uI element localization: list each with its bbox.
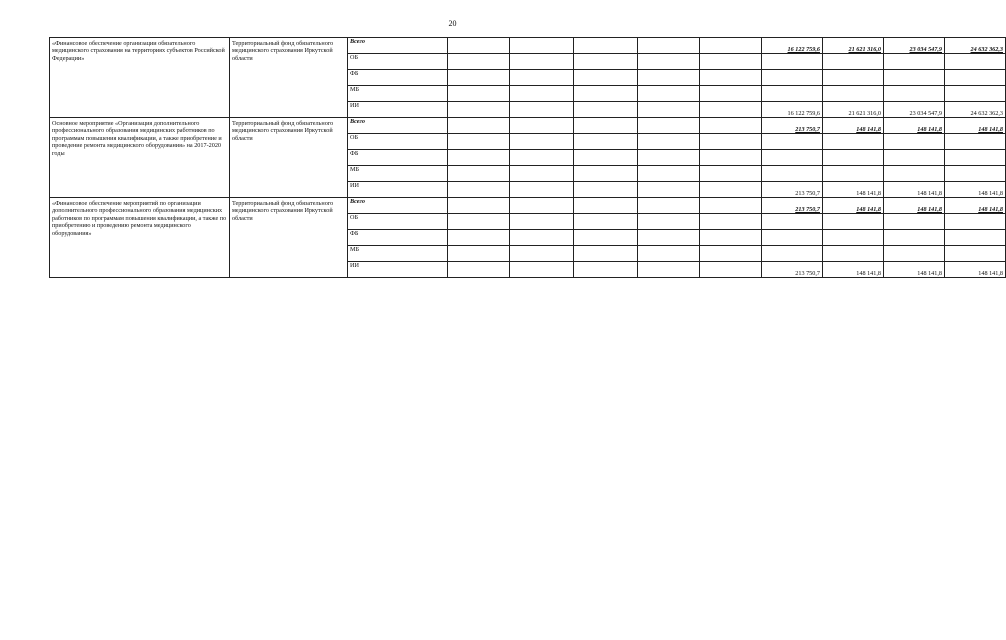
value-cell: 16 122 759,6 bbox=[762, 38, 823, 54]
value-cell: 21 621 316,0 bbox=[823, 38, 884, 54]
value-cell bbox=[762, 134, 823, 150]
empty-cell bbox=[448, 150, 510, 166]
value-cell bbox=[945, 70, 1006, 86]
empty-cell bbox=[638, 86, 700, 102]
empty-cell bbox=[638, 38, 700, 54]
value-cell: 23 034 547,9 bbox=[884, 102, 945, 118]
empty-cell bbox=[448, 214, 510, 230]
value-cell bbox=[884, 246, 945, 262]
empty-cell bbox=[510, 246, 574, 262]
value-cell: 148 141,8 bbox=[823, 182, 884, 198]
empty-cell bbox=[574, 86, 638, 102]
empty-cell bbox=[700, 246, 762, 262]
value-cell: 148 141,8 bbox=[945, 198, 1006, 214]
value-cell bbox=[884, 150, 945, 166]
value-cell: 148 141,8 bbox=[884, 262, 945, 278]
empty-cell bbox=[510, 214, 574, 230]
empty-cell bbox=[448, 166, 510, 182]
empty-cell bbox=[510, 118, 574, 134]
empty-cell bbox=[574, 118, 638, 134]
table-body bbox=[50, 38, 1006, 278]
value-cell: 24 632 362,3 bbox=[945, 102, 1006, 118]
value-cell bbox=[884, 230, 945, 246]
value-cell: 21 621 316,0 bbox=[823, 102, 884, 118]
value-cell bbox=[762, 70, 823, 86]
empty-cell bbox=[638, 182, 700, 198]
value-cell: 213 750,7 bbox=[762, 262, 823, 278]
value-cell bbox=[945, 150, 1006, 166]
empty-cell bbox=[574, 38, 638, 54]
value-cell: 148 141,8 bbox=[884, 118, 945, 134]
empty-cell bbox=[638, 198, 700, 214]
empty-cell bbox=[700, 262, 762, 278]
empty-cell bbox=[700, 70, 762, 86]
value-cell: 148 141,8 bbox=[823, 118, 884, 134]
empty-cell bbox=[510, 150, 574, 166]
funding-source-cell: ОБ bbox=[348, 214, 448, 230]
value-cell bbox=[884, 134, 945, 150]
funding-source-cell: ФБ bbox=[348, 230, 448, 246]
empty-cell bbox=[638, 54, 700, 70]
funding-source-cell: ФБ bbox=[348, 150, 448, 166]
value-cell bbox=[823, 150, 884, 166]
empty-cell bbox=[574, 182, 638, 198]
value-cell bbox=[762, 246, 823, 262]
empty-cell bbox=[574, 230, 638, 246]
empty-cell bbox=[448, 262, 510, 278]
empty-cell bbox=[448, 38, 510, 54]
value-cell bbox=[884, 166, 945, 182]
value-cell bbox=[762, 150, 823, 166]
empty-cell bbox=[448, 70, 510, 86]
table-row bbox=[50, 118, 1006, 134]
empty-cell bbox=[448, 198, 510, 214]
value-cell: 148 141,8 bbox=[884, 182, 945, 198]
executor-cell: Территориальный фонд обязательного медицинского страхования Иркутской области bbox=[230, 118, 348, 198]
value-cell bbox=[823, 54, 884, 70]
empty-cell bbox=[638, 214, 700, 230]
value-cell: 148 141,8 bbox=[823, 262, 884, 278]
measure-name-cell: «Финансовое обеспечение организации обязательного медицинского страхования на территориях субъектов Российской Федерации» bbox=[50, 38, 230, 118]
empty-cell bbox=[638, 230, 700, 246]
funding-source-cell: ОБ bbox=[348, 134, 448, 150]
empty-cell bbox=[700, 86, 762, 102]
empty-cell bbox=[510, 262, 574, 278]
measure-name-cell: Основное мероприятие «Организация дополнительного профессионального образования медицинских работников по программам повышения квалификации, а также приобретение и проведение ремонта медицинского оборудования» на 2017-2020 годы bbox=[50, 118, 230, 198]
empty-cell bbox=[448, 246, 510, 262]
value-cell bbox=[945, 230, 1006, 246]
value-cell: 213 750,7 bbox=[762, 118, 823, 134]
empty-cell bbox=[574, 102, 638, 118]
empty-cell bbox=[700, 166, 762, 182]
value-cell bbox=[762, 86, 823, 102]
value-cell: 148 141,8 bbox=[945, 262, 1006, 278]
value-cell bbox=[762, 230, 823, 246]
funding-source-cell: ИИ bbox=[348, 262, 448, 278]
empty-cell bbox=[448, 230, 510, 246]
value-cell bbox=[945, 246, 1006, 262]
empty-cell bbox=[700, 38, 762, 54]
empty-cell bbox=[574, 262, 638, 278]
empty-cell bbox=[574, 54, 638, 70]
empty-cell bbox=[510, 102, 574, 118]
value-cell: 24 632 362,3 bbox=[945, 38, 1006, 54]
funding-source-cell: МБ bbox=[348, 246, 448, 262]
page-number: 20 bbox=[448, 19, 457, 28]
value-cell bbox=[945, 86, 1006, 102]
empty-cell bbox=[510, 134, 574, 150]
empty-cell bbox=[638, 70, 700, 86]
empty-cell bbox=[700, 54, 762, 70]
empty-cell bbox=[574, 166, 638, 182]
value-cell bbox=[945, 214, 1006, 230]
empty-cell bbox=[638, 246, 700, 262]
value-cell: 148 141,8 bbox=[945, 118, 1006, 134]
value-cell bbox=[762, 54, 823, 70]
funding-source-cell: Всего bbox=[348, 38, 448, 54]
funding-source-cell: Всего bbox=[348, 198, 448, 214]
value-cell bbox=[884, 54, 945, 70]
value-cell: 148 141,8 bbox=[945, 182, 1006, 198]
empty-cell bbox=[700, 102, 762, 118]
empty-cell bbox=[510, 198, 574, 214]
empty-cell bbox=[574, 70, 638, 86]
empty-cell bbox=[700, 134, 762, 150]
empty-cell bbox=[448, 182, 510, 198]
budget-table bbox=[49, 37, 1006, 278]
table-row bbox=[50, 198, 1006, 214]
value-cell: 213 750,7 bbox=[762, 182, 823, 198]
value-cell bbox=[945, 166, 1006, 182]
empty-cell bbox=[574, 134, 638, 150]
empty-cell bbox=[510, 166, 574, 182]
empty-cell bbox=[638, 102, 700, 118]
funding-source-cell: ФБ bbox=[348, 70, 448, 86]
value-cell bbox=[823, 214, 884, 230]
empty-cell bbox=[638, 166, 700, 182]
value-cell bbox=[823, 246, 884, 262]
empty-cell bbox=[638, 262, 700, 278]
funding-source-cell: МБ bbox=[348, 166, 448, 182]
empty-cell bbox=[510, 70, 574, 86]
empty-cell bbox=[510, 38, 574, 54]
empty-cell bbox=[700, 198, 762, 214]
empty-cell bbox=[448, 54, 510, 70]
empty-cell bbox=[574, 246, 638, 262]
value-cell: 148 141,8 bbox=[823, 198, 884, 214]
funding-source-cell: ОБ bbox=[348, 54, 448, 70]
funding-source-cell: ИИ bbox=[348, 182, 448, 198]
value-cell bbox=[823, 70, 884, 86]
empty-cell bbox=[700, 230, 762, 246]
empty-cell bbox=[448, 86, 510, 102]
empty-cell bbox=[448, 118, 510, 134]
empty-cell bbox=[700, 214, 762, 230]
empty-cell bbox=[448, 102, 510, 118]
empty-cell bbox=[638, 134, 700, 150]
value-cell: 23 034 547,9 bbox=[884, 38, 945, 54]
value-cell: 213 750,7 bbox=[762, 198, 823, 214]
value-cell bbox=[884, 70, 945, 86]
value-cell bbox=[762, 214, 823, 230]
empty-cell bbox=[638, 150, 700, 166]
empty-cell bbox=[574, 198, 638, 214]
executor-cell: Территориальный фонд обязательного медицинского страхования Иркутской области bbox=[230, 38, 348, 118]
value-cell bbox=[884, 214, 945, 230]
empty-cell bbox=[510, 86, 574, 102]
funding-source-cell: ИИ bbox=[348, 102, 448, 118]
executor-cell: Территориальный фонд обязательного медицинского страхования Иркутской области bbox=[230, 198, 348, 278]
funding-source-cell: МБ bbox=[348, 86, 448, 102]
empty-cell bbox=[510, 54, 574, 70]
funding-source-cell: Всего bbox=[348, 118, 448, 134]
empty-cell bbox=[510, 182, 574, 198]
empty-cell bbox=[574, 214, 638, 230]
empty-cell bbox=[574, 150, 638, 166]
empty-cell bbox=[448, 134, 510, 150]
value-cell bbox=[823, 230, 884, 246]
value-cell bbox=[823, 86, 884, 102]
empty-cell bbox=[700, 150, 762, 166]
value-cell bbox=[945, 134, 1006, 150]
empty-cell bbox=[510, 230, 574, 246]
empty-cell bbox=[638, 118, 700, 134]
value-cell: 16 122 759,6 bbox=[762, 102, 823, 118]
value-cell bbox=[762, 166, 823, 182]
measure-name-cell: «Финансовое обеспечение мероприятий по организации дополнительного профессионального образования медицинских работников по программам повышения квалификации, а также по приобретению и проведению ремонта медицинского оборудования» bbox=[50, 198, 230, 278]
table-row bbox=[50, 38, 1006, 54]
value-cell: 148 141,8 bbox=[884, 198, 945, 214]
value-cell bbox=[823, 134, 884, 150]
value-cell bbox=[823, 166, 884, 182]
empty-cell bbox=[700, 182, 762, 198]
value-cell bbox=[884, 86, 945, 102]
value-cell bbox=[945, 54, 1006, 70]
empty-cell bbox=[700, 118, 762, 134]
